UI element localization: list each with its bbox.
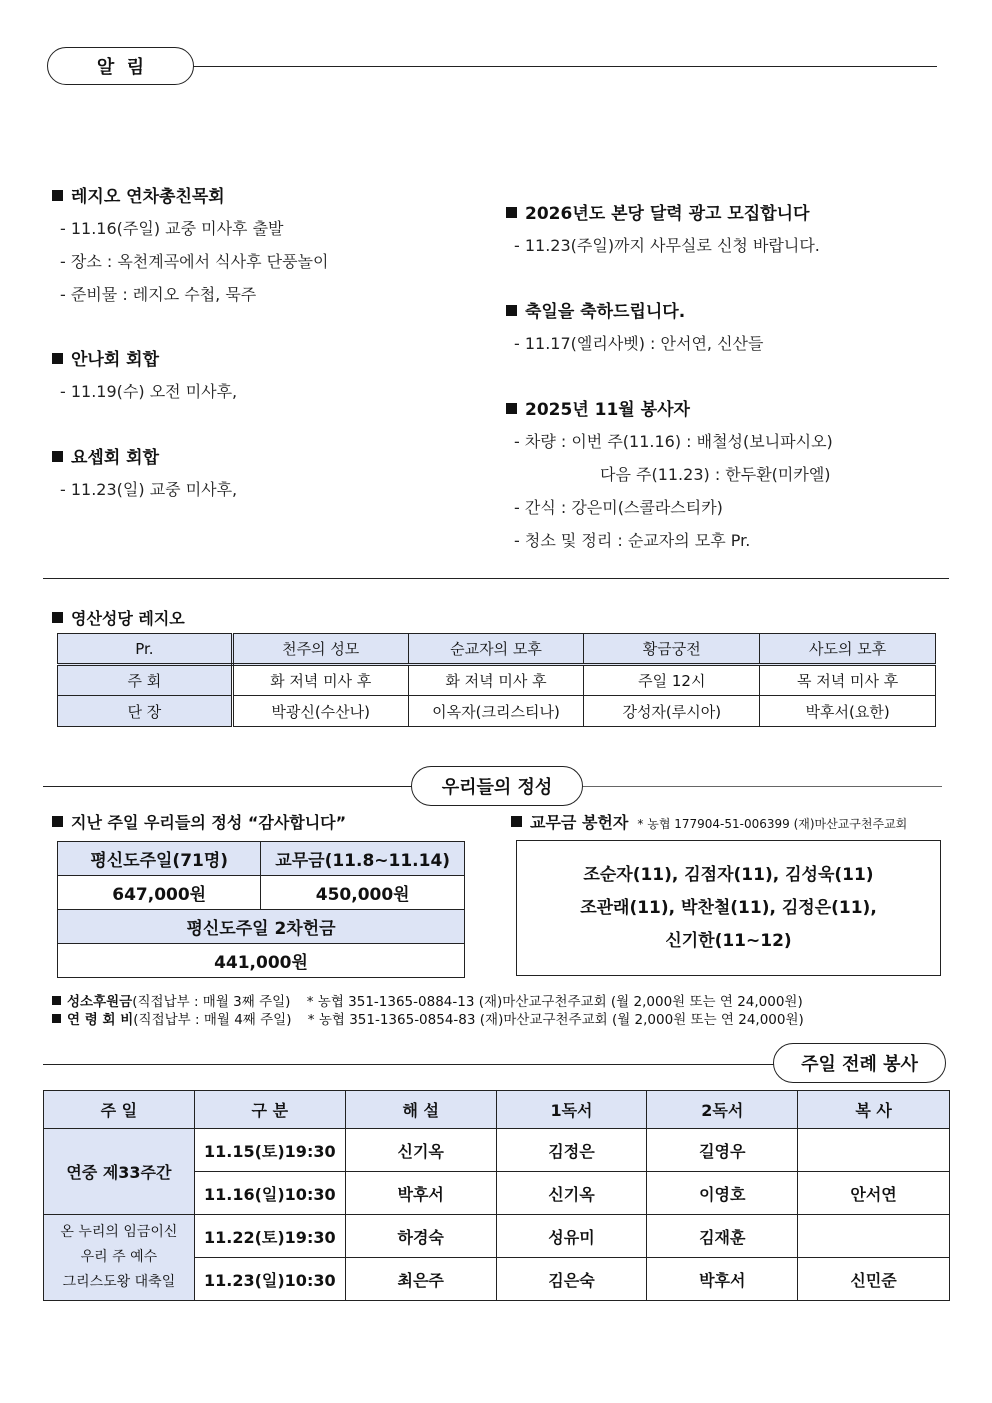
table-row	[44, 1129, 950, 1172]
table-cell: 박광신(수산나)	[232, 696, 408, 727]
offering-value: 450,000원	[261, 876, 465, 910]
notice-item: - 11.16(주일) 교중 미사후 출발	[60, 219, 284, 238]
bullet-square-icon	[52, 1014, 61, 1023]
table-header-cell: 1독서	[496, 1091, 647, 1129]
table-row-label: 단 장	[58, 696, 233, 727]
offering-label: 교무금(11.8~11.14)	[261, 842, 465, 876]
donors-heading-text: 교무금 봉헌자	[530, 813, 629, 832]
liturgy-title-text: 주일 전례 봉사	[801, 1054, 918, 1075]
notice-item: - 장소 : 옥천계곡에서 식사후 단풍놀이	[60, 252, 329, 271]
offering-heading-text: 지난 주일 우리들의 정성 “감사합니다”	[71, 813, 347, 832]
table-cell	[798, 1215, 950, 1258]
account-note-vocation	[52, 990, 803, 1010]
legio-table	[57, 633, 936, 727]
notice-title-text: 알 림	[96, 57, 145, 78]
table-cell: 김정은	[496, 1129, 647, 1172]
table-row	[44, 1091, 950, 1129]
offering-heading	[52, 810, 346, 833]
notice-item: - 간식 : 강은미(스콜라스티카)	[514, 498, 723, 517]
mass-time: 11.22(토)19:30	[194, 1215, 345, 1258]
table-cell: 화 저녁 미사 후	[408, 665, 584, 696]
notice-item: - 차량 : 이번 주(11.16) : 배철성(보니파시오)	[514, 432, 833, 451]
bullet-square-icon	[506, 305, 517, 316]
bullet-square-icon	[506, 207, 517, 218]
table-row	[58, 696, 936, 727]
sunday-label-line: 우리 주 예수	[80, 1249, 158, 1265]
divider	[43, 786, 413, 787]
table-cell	[798, 1129, 950, 1172]
mass-time: 11.16(일)10:30	[194, 1172, 345, 1215]
donor-line: 조관래(11), 박찬철(11), 김정은(11),	[580, 897, 877, 918]
divider	[43, 1064, 776, 1065]
table-cell: 성유미	[496, 1215, 647, 1258]
sunday-label-line: 그리스도왕 대축일	[62, 1274, 176, 1290]
notice-section-title	[47, 47, 194, 85]
bullet-square-icon	[52, 996, 61, 1005]
table-header-cell: 순교자의 모후	[408, 634, 584, 665]
notice-item: - 11.23(일) 교중 미사후,	[60, 480, 238, 499]
bullet-square-icon	[506, 403, 517, 414]
account-note-account: * 농협 351-1365-0884-13 (재)마산교구천주교회 (월 2,000원 또는 연 24,000원)	[306, 994, 803, 1010]
sunday-label-line: 온 누리의 임금이신	[60, 1224, 178, 1240]
offering-title-text: 우리들의 정성	[441, 777, 553, 798]
table-cell: 박후서	[345, 1172, 496, 1215]
table-cell: 목 저녁 미사 후	[760, 665, 936, 696]
table-header-cell: 주 일	[44, 1091, 195, 1129]
table-row	[58, 842, 465, 876]
table-cell: 화 저녁 미사 후	[232, 665, 408, 696]
table-cell: 신기옥	[345, 1129, 496, 1172]
notice-anna-meeting	[52, 345, 237, 402]
table-cell: 신기옥	[496, 1172, 647, 1215]
sunday-label: 연중 제33주간	[44, 1129, 195, 1215]
liturgy-section-title	[773, 1043, 946, 1083]
table-cell: 안서연	[798, 1172, 950, 1215]
bullet-square-icon	[52, 190, 63, 201]
notice-calendar-ad	[506, 199, 820, 256]
mass-time: 11.15(토)19:30	[194, 1129, 345, 1172]
table-cell: 김은숙	[496, 1258, 647, 1301]
legio-heading-text: 영산성당 레지오	[71, 609, 185, 628]
notice-feast-day	[506, 297, 763, 354]
notice-heading: 안나회 회합	[71, 350, 160, 370]
table-cell: 이옥자(크리스티나)	[408, 696, 584, 727]
table-row	[58, 634, 936, 665]
table-header-cell: 사도의 모후	[760, 634, 936, 665]
bullet-square-icon	[52, 353, 63, 364]
notice-heading: 레지오 연차총친목회	[71, 187, 225, 207]
divider	[193, 66, 937, 67]
offering-label: 평신도주일(71명)	[58, 842, 261, 876]
divider	[43, 578, 949, 579]
bullet-square-icon	[511, 816, 522, 827]
account-note-account: * 농협 351-1365-0854-83 (재)마산교구천주교회 (월 2,000원 또는 연 24,000원)	[307, 1012, 804, 1028]
donor-line: 조순자(11), 김점자(11), 김성욱(11)	[583, 864, 874, 885]
table-header-cell: 2독서	[647, 1091, 798, 1129]
account-note-detail: (직접납부 : 매월 4째 주일)	[133, 1012, 292, 1028]
account-note-detail: (직접납부 : 매월 3째 주일)	[132, 994, 291, 1010]
table-row	[58, 944, 465, 978]
notice-heading: 2026년도 본당 달력 광고 모집합니다	[525, 204, 810, 224]
account-note-funeral	[52, 1008, 804, 1028]
table-cell: 하경숙	[345, 1215, 496, 1258]
notice-heading: 요셉회 회합	[71, 448, 160, 468]
table-cell: 최은주	[345, 1258, 496, 1301]
bullet-square-icon	[52, 451, 63, 462]
offering-value: 441,000원	[58, 944, 465, 978]
notice-item: - 11.19(수) 오전 미사후,	[60, 382, 238, 401]
notice-heading: 축일을 축하드립니다.	[525, 302, 686, 322]
table-header-cell: 구 분	[194, 1091, 345, 1129]
notice-item: - 준비물 : 레지오 수첩, 묵주	[60, 285, 257, 304]
table-cell: 박후서	[647, 1258, 798, 1301]
table-cell: 길영우	[647, 1129, 798, 1172]
table-header-cell: Pr.	[58, 634, 233, 665]
table-row	[58, 665, 936, 696]
table-header-cell: 천주의 성모	[232, 634, 408, 665]
table-row-label: 주 회	[58, 665, 233, 696]
donors-box	[516, 840, 941, 976]
divider	[582, 786, 942, 787]
mass-time: 11.23(일)10:30	[194, 1258, 345, 1301]
notice-item: - 11.23(주일)까지 사무실로 신청 바랍니다.	[514, 236, 820, 255]
notice-volunteers	[506, 395, 833, 551]
donors-heading	[511, 810, 907, 833]
offering-value: 647,000원	[58, 876, 261, 910]
table-cell: 이영호	[647, 1172, 798, 1215]
notice-joseph-meeting	[52, 443, 237, 500]
table-cell: 박후서(요한)	[760, 696, 936, 727]
account-note-label: 연 령 회 비	[67, 1012, 134, 1028]
notice-item: - 청소 및 정리 : 순교자의 모후 Pr.	[514, 531, 751, 550]
donor-line: 신기한(11~12)	[665, 930, 792, 951]
sunday-label	[44, 1215, 195, 1301]
table-row	[58, 876, 465, 910]
offering-label: 평신도주일 2차헌금	[58, 910, 465, 944]
offering-section-title	[411, 766, 583, 806]
notice-legio-outing	[52, 182, 328, 305]
bullet-square-icon	[52, 816, 63, 827]
table-cell: 김재훈	[647, 1215, 798, 1258]
liturgy-table	[43, 1090, 950, 1301]
donors-account-note: * 농협 177904-51-006399 (재)마산교구천주교회	[637, 817, 908, 831]
table-cell: 강성자(루시아)	[584, 696, 760, 727]
offering-table	[57, 841, 465, 978]
table-row	[58, 910, 465, 944]
table-cell: 주일 12시	[584, 665, 760, 696]
table-header-cell: 복 사	[798, 1091, 950, 1129]
bullet-square-icon	[52, 612, 63, 623]
table-header-cell: 해 설	[345, 1091, 496, 1129]
table-cell: 신민준	[798, 1258, 950, 1301]
legio-heading	[52, 606, 185, 629]
account-note-label: 성소후원금	[67, 994, 133, 1010]
notice-item: - 11.17(엘리사벳) : 안서연, 신산들	[514, 334, 764, 353]
notice-item: 다음 주(11.23) : 한두환(미카엘)	[600, 465, 831, 484]
table-header-cell: 황금궁전	[584, 634, 760, 665]
table-row	[44, 1215, 950, 1258]
notice-heading: 2025년 11월 봉사자	[525, 400, 690, 420]
